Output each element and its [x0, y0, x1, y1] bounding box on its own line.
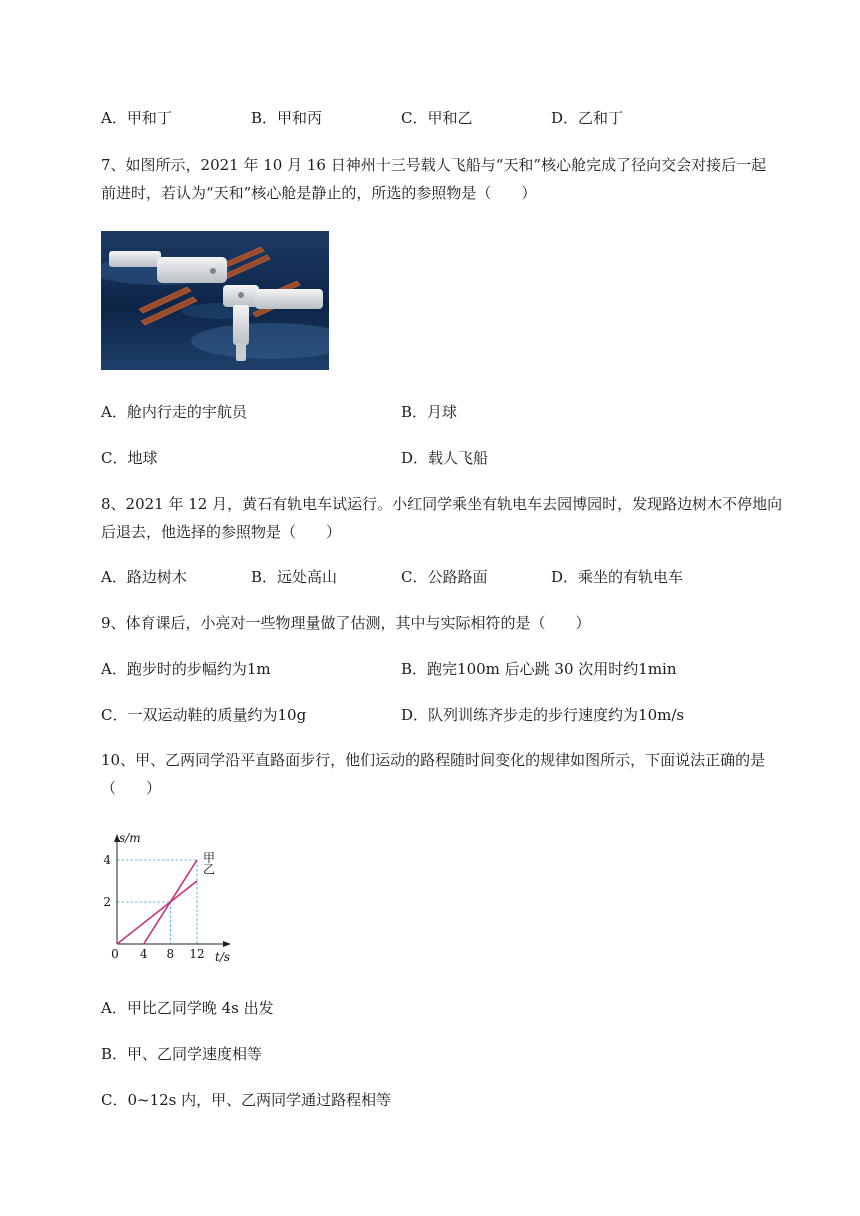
x-axis-arrow [223, 941, 231, 947]
q6-option-b: B．甲和丙 [251, 109, 323, 127]
q9-option-a: A．跑步时的步幅约为1m [101, 660, 271, 678]
q6-option-a: A．甲和丁 [101, 109, 172, 127]
q7-stem-line2: 前进时，若认为“天和”核心舱是静止的，所选的参照物是（ ） [101, 184, 537, 202]
y-tick-label: 2 [103, 895, 111, 909]
series-label-jia: 甲 [203, 851, 216, 865]
q7-option-d: D．载人飞船 [401, 449, 489, 467]
distance-time-graph [101, 826, 241, 966]
q6-option-d: D．乙和丁 [551, 109, 624, 127]
q10-option-c: C．0~12s 内，甲、乙两同学通过路程相等 [101, 1091, 392, 1109]
x-tick-label: 12 [189, 947, 205, 961]
series-line-yi [117, 881, 197, 944]
x-tick-label: 8 [166, 947, 175, 961]
q9-option-d: D．队列训练齐步走的步行速度约为10m/s [401, 706, 685, 724]
q7-stem-line1: 7、如图所示，2021 年 10 月 16 日神州十三号载人飞船与“天和”核心舱完成了径向交会对接后一起 [101, 156, 767, 174]
series-label-yi: 乙 [203, 862, 216, 877]
q10-stem-line1: 10、甲、乙两同学沿平直路面步行，他们运动的路程随时间变化的规律如图所示，下面说法正确的是 [101, 751, 766, 769]
q8-option-a: A．路边树木 [101, 568, 187, 586]
q6-option-c: C．甲和乙 [401, 109, 473, 127]
y-tick-label: 4 [103, 853, 111, 867]
q10-option-b: B．甲、乙同学速度相等 [101, 1045, 263, 1063]
q9-stem: 9、体育课后，小亮对一些物理量做了估测，其中与实际相符的是（ ） [101, 614, 591, 632]
space-station-photo [101, 231, 329, 370]
q8-option-c: C．公路路面 [401, 568, 488, 586]
q10-stem-line2: （ ） [101, 779, 162, 797]
x-axis-label: t/s [215, 950, 231, 964]
q9-option-b: B．跑完100m 后心跳 30 次用时约1min [401, 660, 677, 678]
q7-option-a: A．舱内行走的宇航员 [101, 403, 247, 421]
q8-option-d: D．乘坐的有轨电车 [551, 568, 684, 586]
q8-stem-line1: 8、2021 年 12 月，黄石有轨电车试运行。小红同学乘坐有轨电车去园博园时，发现路边树木不停地向 [101, 495, 783, 513]
q10-option-a: A．甲比乙同学晚 4s 出发 [101, 999, 274, 1017]
space-station-illustration [101, 231, 329, 370]
q8-option-b: B．远处高山 [251, 568, 338, 586]
origin-label: 0 [111, 947, 119, 961]
q8-stem-line2: 后退去，他选择的参照物是（ ） [101, 523, 342, 541]
q7-option-b: B．月球 [401, 403, 458, 421]
q9-option-c: C．一双运动鞋的质量约为10g [101, 706, 307, 724]
x-tick-label: 4 [139, 947, 148, 961]
y-axis-label: s/m [119, 831, 141, 845]
q7-option-c: C．地球 [101, 449, 158, 467]
